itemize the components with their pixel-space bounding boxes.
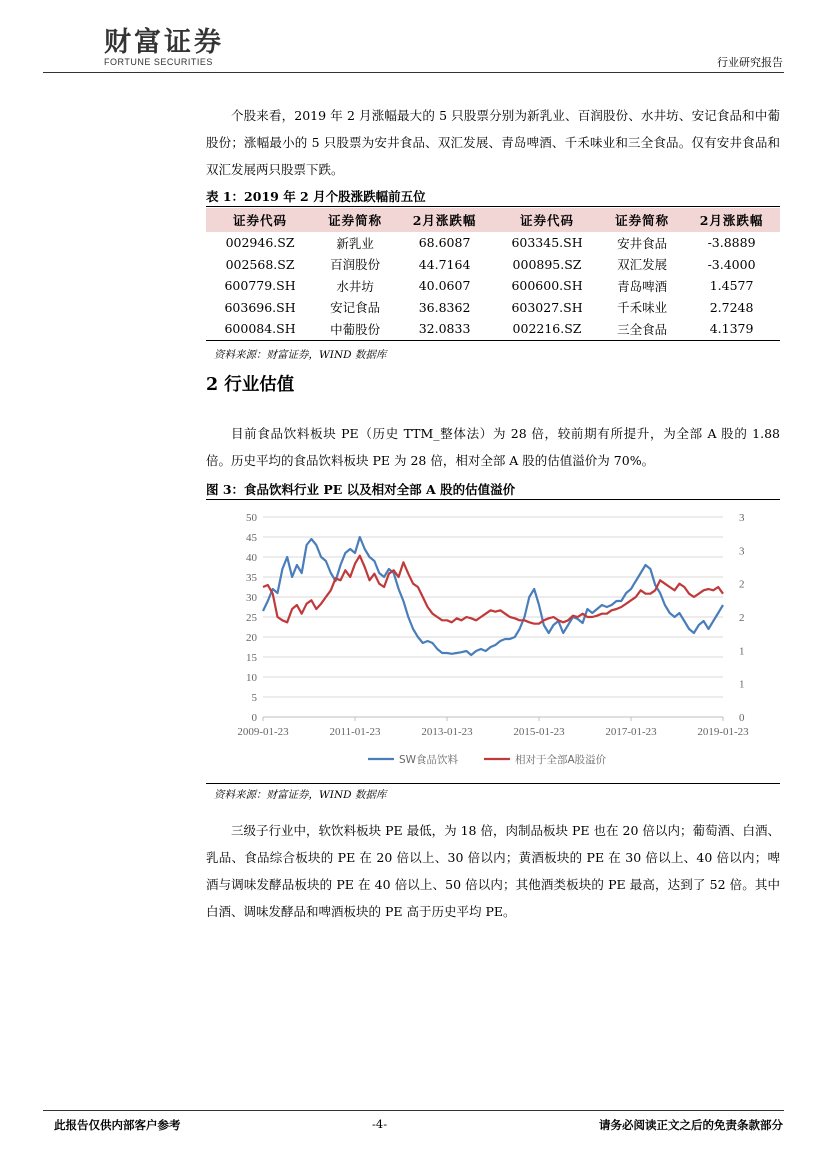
table-cell: 000895.SZ (512, 256, 582, 272)
x-tick-label: 2015-01-23 (513, 726, 565, 738)
y-left-tick-label: 35 (246, 572, 257, 584)
y-left-tick-label: 30 (246, 592, 257, 604)
table-header-cell: 证券简称 (601, 208, 683, 232)
table-top-rule (206, 206, 780, 207)
footer-disclaimer-note: 请务必阅读正文之后的免责条款部分 (599, 1118, 783, 1132)
table-header-cell: 证券代码 (493, 208, 601, 232)
y-right-tick-label: 2 (739, 612, 745, 624)
table-header-cell: 证券简称 (314, 208, 396, 232)
table-source-note: 资料来源：财富证券，WIND 数据库 (214, 349, 387, 361)
y-right-tick-label: 1 (739, 645, 745, 658)
y-right-tick-label: 0 (739, 712, 745, 724)
pe-chart-svg (206, 500, 780, 782)
y-left-tick-label: 10 (246, 672, 257, 684)
x-tick-label: 2009-01-23 (237, 726, 289, 738)
paragraph-stocks: 个股来看，2019 年 2 月涨幅最大的 5 只股票分别为新乳业、百润股份、水井坊、安记食品和中葡股份；涨幅最小的 5 只股票为安井食品、双汇发展、青岛啤酒、千禾味业和三全食品。仅有安井食品和双汇发展两只股票下跌。 (206, 108, 780, 177)
table-cell: -3.8889 (707, 235, 756, 251)
table-cell: 32.0833 (396, 318, 493, 340)
table-cell: 水井坊 (336, 278, 374, 294)
table-caption: 表 1：2019 年 2 月个股涨跌幅前五位 (206, 189, 426, 204)
logo-cn-text: 财富证券 (104, 27, 224, 58)
company-logo (104, 20, 224, 67)
table-cell: -3.4000 (707, 256, 756, 272)
y-left-tick-label: 15 (246, 652, 257, 664)
table-cell: 44.7164 (418, 256, 471, 272)
table-header-row (206, 208, 780, 232)
table-header-cell: 2月涨跌幅 (683, 208, 780, 232)
table-cell: 002946.SZ (225, 235, 295, 251)
table-cell: 青岛啤酒 (617, 278, 668, 294)
table-cell: 68.6087 (418, 235, 471, 251)
footer-left-note: 此报告仅供内部客户参考 (54, 1118, 181, 1132)
x-tick-label: 2013-01-23 (421, 726, 473, 738)
table-cell: 002216.SZ (493, 318, 601, 340)
page-number: -4- (372, 1117, 388, 1131)
table-row (206, 232, 780, 254)
figure-source-note: 资料来源：财富证券，WIND 数据库 (214, 789, 387, 801)
table-row (206, 297, 780, 319)
table-cell: 2.7248 (709, 299, 754, 315)
y-left-tick-label: 50 (246, 512, 257, 524)
table-cell: 603696.SH (224, 299, 296, 315)
table-cell: 安井食品 (617, 235, 668, 251)
legend-label: 相对于全部A股溢价 (515, 754, 607, 766)
y-left-tick-label: 40 (246, 552, 257, 564)
pe-chart (206, 500, 780, 782)
table-cell: 千禾味业 (617, 300, 668, 316)
table-cell: 002568.SZ (225, 256, 295, 272)
table-cell: 新乳业 (336, 235, 374, 251)
y-left-tick-label: 45 (246, 532, 257, 544)
logo-en-text: FORTUNE SECURITIES (104, 57, 213, 67)
table-cell: 双汇发展 (617, 257, 668, 273)
report-type-label: 行业研究报告 (717, 56, 783, 69)
table-cell: 36.8362 (418, 299, 471, 315)
table-header-cell: 2月涨跌幅 (396, 208, 493, 232)
paragraph-subsectors: 三级子行业中，软饮料板块 PE 最低，为 18 倍，肉制品板块 PE 也在 20 倍以内；葡萄酒、白酒、乳品、食品综合板块的 PE 在 20 倍以上、30 倍以内；黄酒板块的 PE 在 30 倍以上、40 倍以内；啤酒与调味发酵品板块的 PE 在 40 倍以上、50 倍以内；其他酒类板块的 PE 最高，达到了 52 倍。其中白酒、调味发酵品和啤酒板块的 PE 高于历史平均 PE。 (206, 823, 780, 919)
y-right-tick-label: 1 (739, 678, 745, 691)
paragraph-valuation: 目前食品饮料板块 PE（历史 TTM_整体法）为 28 倍，较前期有所提升，为全部 A 股的 1.88 倍。历史平均的食品饮料板块 PE 为 28 倍，相对全部 A 股的估值溢价为 70%。 (206, 426, 780, 468)
legend-label: SW食品饮料 (399, 754, 459, 766)
table-row (206, 254, 780, 276)
figure-bottom-rule (206, 783, 780, 784)
table-cell: 600084.SH (206, 318, 314, 340)
y-right-tick-label: 2 (739, 578, 745, 591)
x-tick-label: 2019-01-23 (697, 726, 749, 738)
table-cell: 三全食品 (601, 318, 683, 340)
footer-divider (43, 1110, 784, 1111)
y-left-tick-label: 5 (251, 692, 257, 704)
figure-caption: 图 3：食品饮料行业 PE 以及相对全部 A 股的估值溢价 (206, 482, 516, 497)
table-cell: 4.1379 (683, 318, 780, 340)
table-cell: 600600.SH (511, 278, 583, 294)
y-left-tick-label: 25 (246, 612, 257, 624)
y-left-tick-label: 0 (251, 712, 257, 724)
table-row (206, 318, 780, 340)
table-cell: 40.0607 (418, 278, 471, 294)
table-cell: 603027.SH (511, 299, 583, 315)
y-right-tick-label: 3 (739, 545, 745, 558)
header-divider (43, 72, 784, 73)
table-cell: 600779.SH (224, 278, 296, 294)
x-tick-label: 2017-01-23 (605, 726, 657, 738)
table-header-cell: 证券代码 (206, 208, 314, 232)
table-cell: 百润股份 (330, 257, 381, 273)
section-heading: 2 行业估值 (206, 375, 295, 395)
table-cell: 1.4577 (709, 278, 754, 294)
series-line-premium (263, 556, 723, 624)
table-row (206, 275, 780, 297)
table-cell: 603345.SH (511, 235, 583, 251)
y-right-tick-label: 3 (739, 512, 745, 524)
table-cell: 安记食品 (330, 300, 381, 316)
table-cell: 中葡股份 (314, 318, 396, 340)
x-tick-label: 2011-01-23 (329, 726, 381, 738)
y-left-tick-label: 20 (246, 632, 257, 644)
stock-change-table (206, 208, 780, 341)
